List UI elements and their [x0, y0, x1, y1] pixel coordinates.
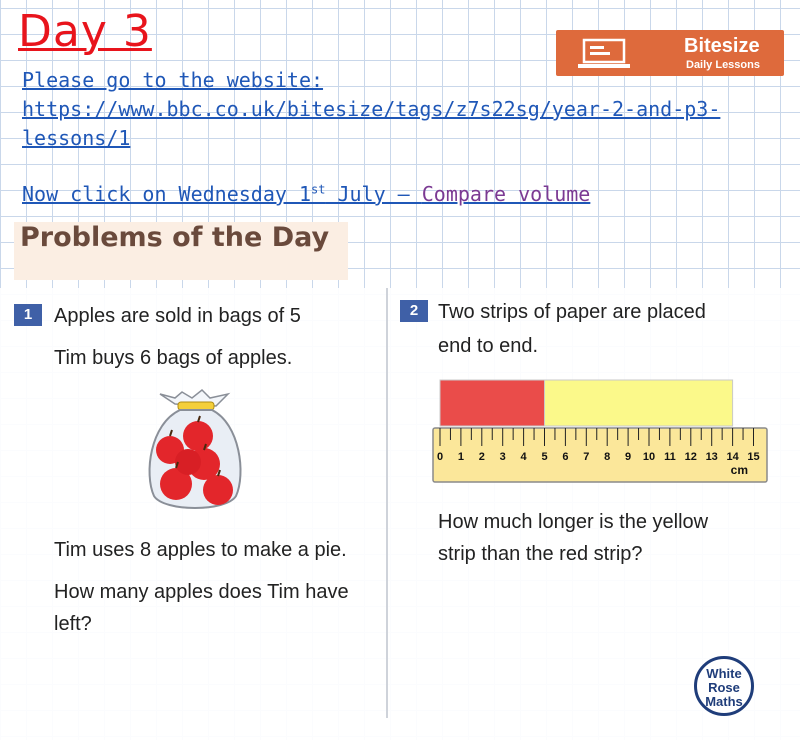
apple-bag-icon [140, 384, 250, 514]
ruler-label: 1 [457, 451, 464, 463]
ruler-label: 7 [583, 451, 590, 463]
ruler-label: 14 [726, 451, 739, 463]
ordinal-suffix: st [310, 182, 326, 197]
problem1-line4: How many apples does Tim have [54, 581, 349, 603]
ruler-label: 6 [562, 451, 569, 463]
problem2-number: 2 [400, 300, 428, 322]
ruler-label: 10 [642, 451, 656, 463]
page-title: Day 3 [18, 6, 152, 57]
ruler-label: 0 [436, 451, 444, 463]
section-heading: Problems of the Day [20, 222, 330, 253]
problem1-number: 1 [14, 304, 42, 326]
ruler-label: 13 [705, 451, 718, 463]
lesson-link[interactable]: Compare volume [421, 182, 591, 206]
white-rose-maths-logo [694, 656, 754, 716]
panel-divider [386, 288, 388, 718]
ruler-label: 9 [625, 451, 632, 463]
problem1-line2: Tim buys 6 bags of apples. [54, 347, 293, 369]
ruler-diagram [430, 378, 770, 488]
logo-line2: Rose [708, 680, 740, 695]
website-link-line2[interactable]: lessons/1 [22, 126, 131, 150]
lesson-instruction-text: Now click on Wednesday 1 [22, 182, 311, 206]
logo-line3: Maths [705, 694, 743, 709]
ruler-label: 8 [604, 451, 611, 463]
yellow-strip [545, 380, 733, 426]
problem2-line1: Two strips of paper are placed [438, 301, 706, 323]
bitesize-logo-title: Bitesize [684, 35, 760, 57]
bitesize-logo-subtitle: Daily Lessons [686, 59, 760, 71]
logo-line1: White [706, 666, 742, 681]
ruler-label: 12 [684, 451, 697, 463]
ruler-label: 3 [499, 451, 506, 463]
ruler-unit: cm [730, 463, 748, 477]
ruler-label: 4 [520, 451, 527, 463]
ruler-label: 11 [664, 451, 676, 463]
problem2-question-line2: strip than the red strip? [438, 543, 643, 565]
ruler-label: 15 [747, 451, 760, 463]
problem1-line1: Apples are sold in bags of 5 [54, 305, 301, 327]
website-instructions [22, 66, 782, 153]
problem1-line5: left? [54, 613, 92, 635]
problems-panel [0, 288, 800, 740]
lesson-instruction-date: July – [325, 182, 422, 206]
lesson-instruction [22, 182, 590, 206]
website-link-line1[interactable]: https://www.bbc.co.uk/bitesize/tags/z7s22sg/year-2-and-p3- [22, 97, 721, 121]
ruler-label: 5 [541, 451, 548, 463]
problem2-question-line1: How much longer is the yellow [438, 511, 709, 533]
problem2-line2: end to end. [438, 335, 539, 357]
ruler-label: 2 [478, 451, 485, 463]
red-strip [440, 380, 545, 426]
problem1-line3: Tim uses 8 apples to make a pie. [54, 539, 347, 561]
website-prompt: Please go to the website: [22, 68, 324, 92]
